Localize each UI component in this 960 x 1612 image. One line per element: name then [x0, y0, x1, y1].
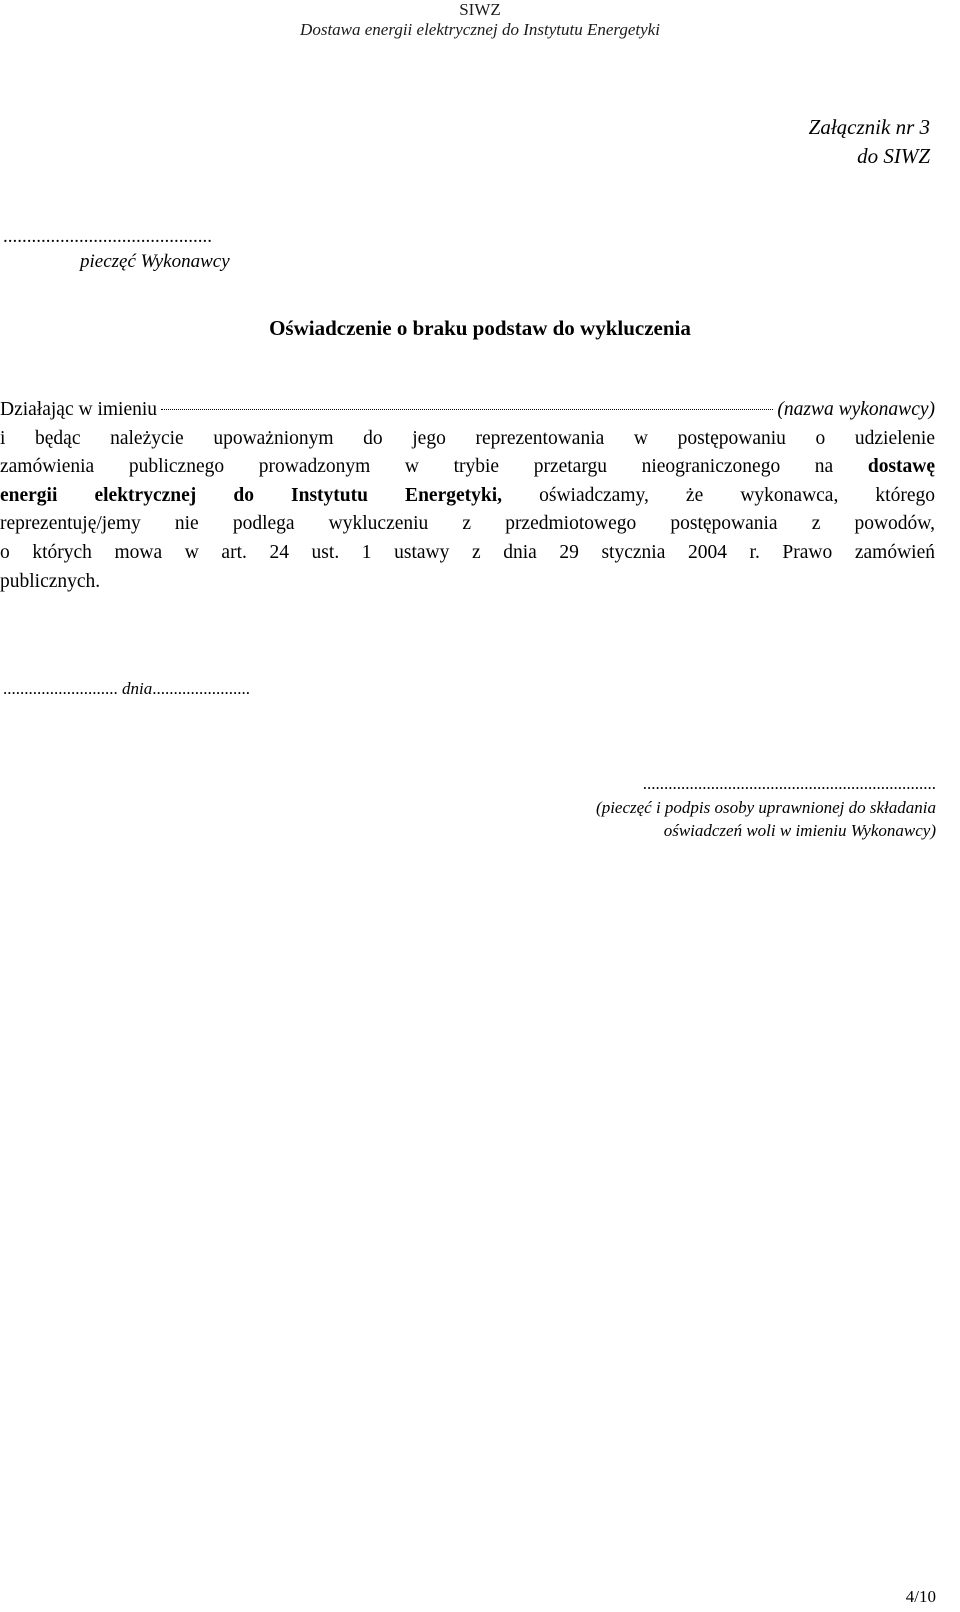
body-line-4: [0, 482, 935, 511]
body-line-6: o których mowa w art. 24 ust. 1 ustawy z dnia 29 stycznia 2004 r. Prawo zamówień: [0, 541, 935, 563]
annex-reference: do SIWZ: [857, 144, 930, 168]
document-title: Oświadczenie o braku podstaw do wykluczenia: [269, 316, 691, 340]
body-line-4-text: oświadczamy, że wykonawca, którego: [539, 484, 935, 506]
acting-on-behalf-text: Działając w imieniu: [0, 399, 158, 420]
body-line-3-text: zamówienia publicznego prowadzonym w trybie przetargu nieograniczonego na: [0, 456, 834, 478]
date-placeholder[interactable]: .......................: [152, 679, 250, 698]
signature-caption-line-1: (pieczęć i podpis osoby uprawnionej do składania: [596, 798, 936, 817]
body-line-3-bold: dostawę: [867, 456, 936, 478]
place-placeholder[interactable]: ...........................: [3, 679, 118, 698]
header-subtitle: Dostawa energii elektrycznej do Instytutu Energetyki: [300, 20, 660, 39]
page-number: 4/10: [905, 1587, 936, 1606]
body-line-4-bold: energii elektrycznej do Instytutu Energetyki,: [0, 484, 503, 506]
body-line-7: publicznych.: [0, 570, 101, 592]
signature-caption-line-2: oświadczeń woli w imieniu Wykonawcy): [663, 821, 936, 840]
contractor-name-field[interactable]: [161, 409, 773, 410]
stamp-placeholder: ............................................: [3, 226, 212, 247]
signature-placeholder[interactable]: .....................................................................: [642, 774, 936, 793]
declaration-body: [0, 396, 935, 596]
contractor-name-hint: (nazwa wykonawcy): [777, 399, 935, 420]
header-title: SIWZ: [459, 0, 501, 19]
body-line-3: [0, 453, 935, 482]
body-line-2: i będąc należycie upoważnionym do jego reprezentowania w postępowaniu o udzielenie: [0, 427, 935, 449]
body-line-1: [0, 396, 935, 425]
place-date-line: [3, 678, 250, 700]
date-word: dnia: [122, 679, 153, 698]
annex-number: Załącznik nr 3: [808, 115, 930, 139]
body-line-5: reprezentuję/jemy nie podlega wykluczeniu z przedmiotowego postępowania z powodów,: [0, 513, 935, 535]
stamp-label: pieczęć Wykonawcy: [80, 251, 230, 272]
